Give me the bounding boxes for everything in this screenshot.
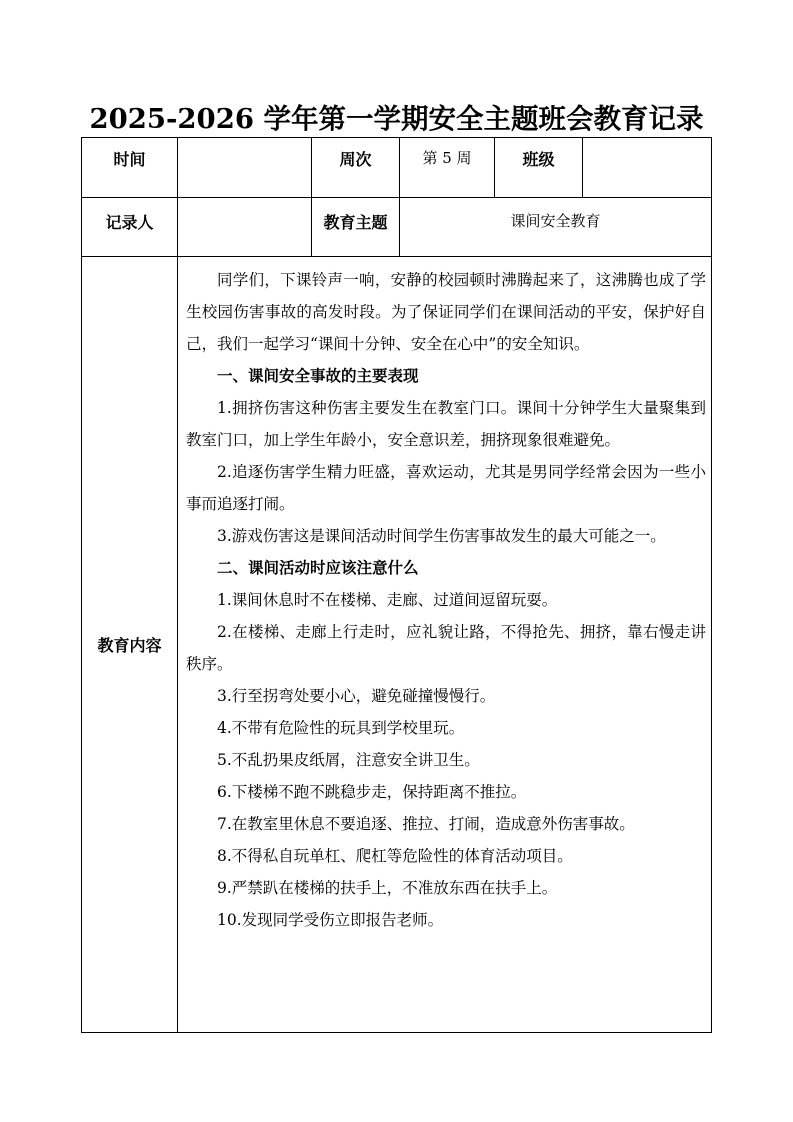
intro-paragraph: 同学们，下课铃声一响，安静的校园顿时沸腾起来了，这沸腾也成了学生校园伤害事故的高发时段。为了保证同学们在课间活动的平安，保护好自己，我们一起学习“课间十分钟、安全在心中”的安全知识。: [186, 271, 706, 353]
document-title: 2025-2026 学年第一学期安全主题班会教育记录: [89, 103, 704, 135]
row-recorder-topic: [82, 198, 712, 257]
section1-heading: 一、课间安全事故的主要表现: [217, 366, 419, 385]
time-value: [178, 138, 312, 198]
content-label: 教育内容: [82, 257, 178, 1033]
section1-item: 1.拥挤伤害这种伤害主要发生在教室门口。课间十分钟学生大量聚集到教室门口，加上学生年龄小，安全意识差，拥挤现象很难避免。: [186, 399, 706, 449]
week-label: 周次: [312, 138, 400, 198]
time-label: 时间: [82, 138, 178, 198]
section2-item: 9.严禁趴在楼梯的扶手上，不准放东西在扶手上。: [217, 879, 558, 897]
section2-heading: 二、课间活动时应该注意什么: [217, 558, 419, 577]
section2-item: 3.行至拐弯处要小心，避免碰撞慢慢行。: [217, 687, 496, 705]
class-label: 班级: [495, 138, 583, 198]
section2-item: 2.在楼梯、走廊上行走时，应礼貌让路，不得抢先、拥挤，靠右慢走讲秩序。: [186, 623, 706, 673]
recorder-value: [178, 198, 312, 257]
section2-item: 4.不带有危险性的玩具到学校里玩。: [217, 719, 465, 737]
section2-item: 7.在教室里休息不要追逐、推拉、打闹，造成意外伤害事故。: [217, 815, 635, 833]
section2-item: 8.不得私自玩单杠、爬杠等危险性的体育活动项目。: [217, 847, 573, 865]
record-table: [81, 137, 712, 1033]
class-value: [583, 138, 712, 198]
row-content: [82, 257, 712, 1033]
content-body: [186, 264, 706, 936]
content-cell: [178, 257, 712, 1033]
section2-item: 1.课间休息时不在楼梯、走廊、过道间逗留玩耍。: [217, 591, 558, 609]
topic-label: 教育主题: [312, 198, 400, 257]
topic-value: 课间安全教育: [400, 198, 712, 257]
section1-item: 3.游戏伤害这是课间活动时间学生伤害事故发生的最大可能之一。: [217, 527, 666, 545]
section1-item: 2.追逐伤害学生精力旺盛，喜欢运动，尤其是男同学经常会因为一些小事而追逐打闹。: [186, 463, 706, 513]
section2-item: 10.发现同学受伤立即报告老师。: [217, 911, 444, 929]
week-value: 第 5 周: [400, 138, 495, 198]
recorder-label: 记录人: [82, 198, 178, 257]
section2-item: 5.不乱扔果皮纸屑，注意安全讲卫生。: [217, 751, 480, 769]
row-time-week-class: [82, 138, 712, 198]
section2-item: 6.下楼梯不跑不跳稳步走，保持距离不推拉。: [217, 783, 527, 801]
